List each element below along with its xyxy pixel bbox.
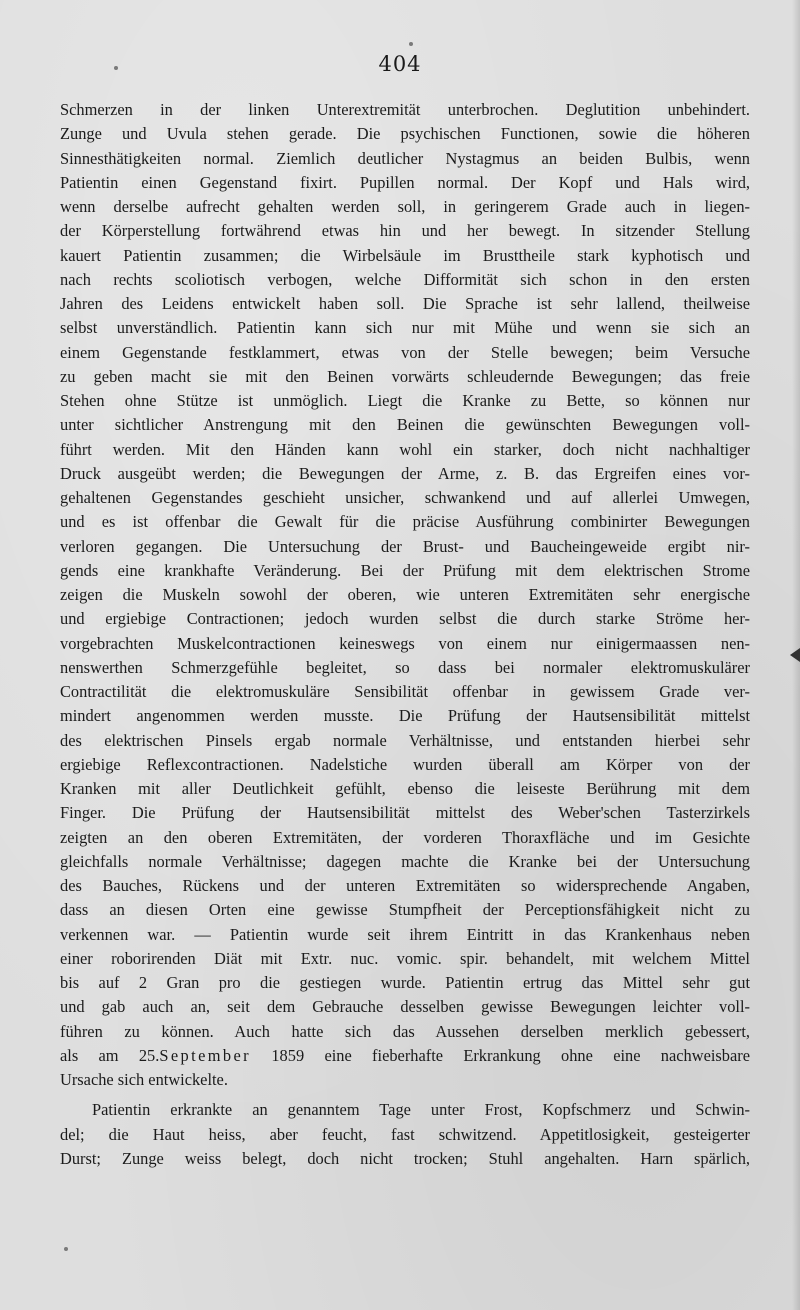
body-text [60,98,750,1171]
paragraph-end-line: Ursache sich entwickelte. [60,1070,228,1089]
text-line: bis auf 2 Gran pro die gestiegen wurde. Patientin ertrug das Mittel sehr gut [60,973,750,992]
text-line: vorgebrachten Muskelcontractionen keineswegs von einem nur einigermaassen nen- [60,633,750,653]
text-line: Durst; Zunge weiss belegt, doch nicht trocken; Stuhl angehalten. Harn spärlich, [60,1148,750,1168]
text-line: zu geben macht sie mit den Beinen vorwärts schleudernde Bewegungen; das freie [60,366,750,386]
text-line: verloren gegangen. Die Untersuchung der Brust- und Baucheingeweide ergibt nir- [60,536,750,556]
text-line: Druck ausgeübt werden; die Bewegungen der Arme, z. B. das Ergreifen eines vor- [60,463,750,483]
text-line: einem Gegenstande festklammert, etwas von der Stelle bewegen; beim Versuche [60,342,750,362]
text-line: nenswerthen Schmerzgefühle begleitet, so dass bei normaler elektromuskulärer [60,657,750,677]
text-line: wenn derselbe aufrecht gehalten werden soll, in geringerem Grade auch in liegen- [60,197,750,216]
text-line: Sinnesthätigkeiten normal. Ziemlich deutlicher Nystagmus an beiden Bulbis, wenn [60,148,750,168]
text-line: zeigten an den oberen Extremitäten, der vorderen Thoraxfläche und im Gesichte [60,827,750,847]
text-line: selbst unverständlich. Patientin kann sich nur mit Mühe und wenn sie sich an [60,318,750,338]
date-line-start: als am 25. [60,1045,160,1065]
text-line: Zunge und Uvula stehen gerade. Die psychischen Functionen, sowie die höheren [60,124,750,144]
text-line: Stehen ohne Stütze ist unmöglich. Liegt die Kranke zu Bette, so können nur [60,391,750,410]
text-line: einer roborirenden Diät mit Extr. nuc. vomic. spir. behandelt, mit welchem Mittel [60,948,750,968]
ink-speck [409,42,413,46]
text-line: gends eine krankhafte Veränderung. Bei der Prüfung mit dem elektrischen Strome [60,560,750,580]
text-line: gleichfalls normale Verhältnisse; dagegen machte die Kranke bei der Untersuchung [60,851,750,871]
text-line: des Bauches, Rückens und der unteren Extremitäten so widersprechende Angaben, [60,876,750,895]
text-line: verkennen war. — Patientin wurde seit ihrem Eintritt in das Krankenhaus neben [60,924,750,944]
text-line: unter sichtlicher Anstrengung mit den Beinen die gewünschten Bewegungen voll- [60,415,750,435]
text-line: mindert angenommen werden musste. Die Prüfung der Hautsensibilität mittelst [60,706,750,726]
text-line: Finger. Die Prüfung der Hautsensibilität mittelst des Weber'schen Tasterzirkels [60,803,750,823]
text-line: der Körperstellung fortwährend etwas hin und her bewegt. In sitzender Stellung [60,221,750,241]
text-line: und gab auch an, seit dem Gebrauche desselben gewisse Bewegungen leichter voll- [60,997,750,1017]
date-month: September [159,1045,252,1065]
date-line [60,1044,750,1068]
text-line: dass an diesen Orten eine gewisse Stumpfheit der Perceptionsfähigkeit nicht zu [60,900,750,920]
text-line: zeigen die Muskeln sowohl der oberen, wie unteren Extremitäten sehr energische [60,585,750,604]
date-line-rest: 1859 eine fieberhafte Erkrankung ohne eine nachweisbare [251,1045,750,1065]
text-line: des elektrischen Pinsels ergab normale Verhältnisse, und entstanden hierbei sehr [60,730,750,750]
text-line: Kranken mit aller Deutlichkeit gefühlt, ebenso die leiseste Berührung mit dem [60,779,750,798]
ink-speck [64,1247,68,1251]
text-line: Patientin erkrankte an genanntem Tage unter Frost, Kopfschmerz und Schwin- [92,1100,750,1120]
page-edge-mark [790,648,800,662]
page-number: 404 [378,52,422,76]
text-line: Contractilität die elektromuskuläre Sensibilität offenbar in gewissem Grade ver- [60,682,750,701]
text-line: ergiebige Reflexcontractionen. Nadelstiche wurden überall am Körper von der [60,754,750,774]
text-line: gehaltenen Gegenstandes geschieht unsicher, schwankend und auf allerlei Umwegen, [60,488,750,507]
text-line: Schmerzen in der linken Unterextremität unterbrochen. Deglutition unbehindert. [60,100,750,119]
text-line: kauert Patientin zusammen; die Wirbelsäule im Brusttheile stark kyphotisch und [60,245,750,265]
text-line: und es ist offenbar die Gewalt für die präcise Ausführung combinirter Bewegungen [60,512,750,532]
text-line: del; die Haut heiss, aber feucht, fast schwitzend. Appetitlosigkeit, gesteigerter [60,1124,750,1144]
text-line: und ergiebige Contractionen; jedoch wurden selbst die durch starke Ströme her- [60,609,750,629]
text-line: führen zu können. Auch hatte sich das Aussehen derselben merklich gebessert, [60,1021,750,1041]
text-line: Jahren des Leidens entwickelt haben soll. Die Sprache ist sehr lallend, theilweise [60,294,750,313]
text-line: führt werden. Mit den Händen kann wohl ein starker, doch nicht nachhaltiger [60,439,750,459]
text-line: nach rechts scoliotisch verbogen, welche Difformität sich schon in den ersten [60,269,750,289]
text-line: Patientin einen Gegenstand fixirt. Pupillen normal. Der Kopf und Hals wird, [60,172,750,192]
